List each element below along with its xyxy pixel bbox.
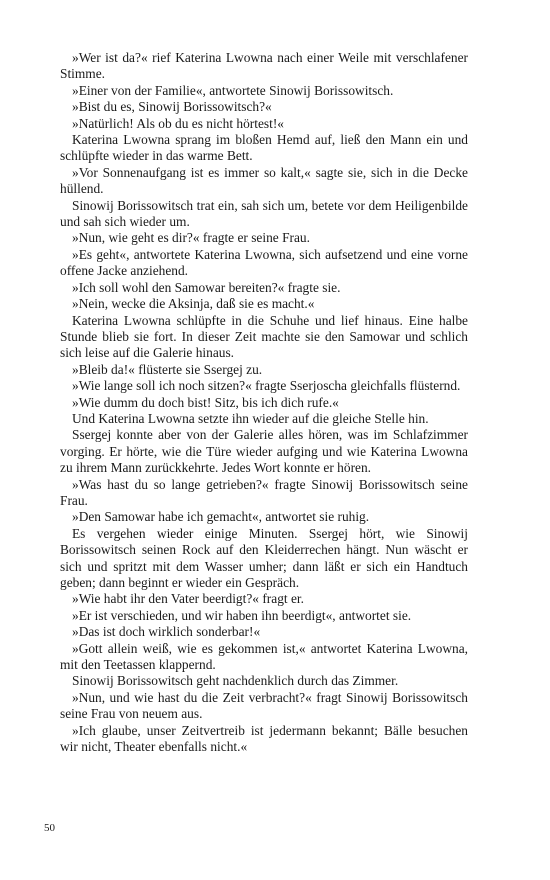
paragraph: »Gott allein weiß, wie es gekommen ist,« antwortet Katerina Lwowna, mit den Teetassen klappernd. bbox=[60, 640, 468, 673]
paragraph: »Den Samowar habe ich gemacht«, antwortet sie ruhig. bbox=[72, 509, 370, 525]
paragraph: »Wer ist da?« rief Katerina Lwowna nach einer Weile mit verschlafener Stimme. bbox=[60, 50, 468, 82]
paragraph: »Nun, wie geht es dir?« fragte er seine Frau. bbox=[72, 230, 310, 246]
paragraph: »Nein, wecke die Aksinja, daß sie es macht.« bbox=[72, 296, 315, 312]
paragraph: »Einer von der Familie«, antwortete Sinowij Borissowitsch. bbox=[72, 82, 394, 98]
paragraph: »Wie lange soll ich noch sitzen?« fragte Sserjoscha gleichfalls flüsternd. bbox=[72, 378, 461, 394]
paragraph: Katerina Lwowna sprang im bloßen Hemd auf, ließ den Mann ein und schlüpfte wieder in das warme Bett. bbox=[60, 132, 468, 164]
paragraph: »Was hast du so lange getrieben?« fragte Sinowij Borissowitsch seine Frau. bbox=[60, 476, 468, 508]
paragraph: »Es geht«, antwortete Katerina Lwowna, sich aufsetzend und eine vorne offene Jacke anziehend. bbox=[60, 246, 468, 279]
paragraph: Es vergehen wieder einige Minuten. Ssergej hört, wie Sinowij Borissowitsch seinen Rock auf den Kleiderrechen hängt. Nun wäscht er sich und spritzt mit dem Wasser umher; dann läßt er sich ein Handtuch geben; dann beginnt er wieder ein Gespräch. bbox=[60, 525, 468, 590]
paragraph: »Er ist verschieden, und wir haben ihn beerdigt«, antwortet sie. bbox=[72, 607, 412, 623]
paragraph: »Vor Sonnenaufgang ist es immer so kalt,« sagte sie, sich in die Decke hüllend. bbox=[60, 164, 468, 197]
paragraph: Sinowij Borissowitsch trat ein, sah sich um, betete vor dem Heiligenbilde und sah sich wieder um. bbox=[60, 197, 468, 230]
paragraph: »Ich soll wohl den Samowar bereiten?« fragte sie. bbox=[72, 279, 341, 295]
paragraph: »Natürlich! Als ob du es nicht hörtest!« bbox=[72, 115, 284, 131]
paragraph: »Bist du es, Sinowij Borissowitsch?« bbox=[72, 99, 272, 115]
paragraph: Ssergej konnte aber von der Galerie alles hören, was im Schlafzimmer vorging. Er hörte, wie die Türe wieder aufging und wie Katerina Lwowna zu ihrem Mann zurückkehrte. Jedes Wort konnte er hören. bbox=[60, 427, 468, 476]
paragraph: »Wie dumm du doch bist! Sitz, bis ich dich rufe.« bbox=[72, 394, 339, 410]
paragraph: »Ich glaube, unser Zeitvertreib ist jedermann bekannt; Bälle besuchen wir nicht, Theater ebenfalls nicht.« bbox=[60, 722, 468, 755]
body-text bbox=[60, 50, 468, 755]
page-number: 50 bbox=[44, 822, 55, 834]
paragraph: »Bleib da!« flüsterte sie Ssergej zu. bbox=[72, 361, 263, 377]
paragraph: »Nun, und wie hast du die Zeit verbracht?« fragt Sinowij Borissowitsch seine Frau von neuem aus. bbox=[60, 689, 468, 722]
paragraph: Katerina Lwowna schlüpfte in die Schuhe und lief hinaus. Eine halbe Stunde blieb sie fort. In dieser Zeit machte sie den Samowar und schlich sich leise auf die Galerie hinaus. bbox=[60, 312, 468, 361]
paragraph: Und Katerina Lwowna setzte ihn wieder auf die gleiche Stelle hin. bbox=[72, 410, 429, 426]
paragraph: »Wie habt ihr den Vater beerdigt?« fragt er. bbox=[72, 591, 304, 607]
paragraph: »Das ist doch wirklich sonderbar!« bbox=[72, 624, 261, 640]
paragraph: Sinowij Borissowitsch geht nachdenklich durch das Zimmer. bbox=[72, 673, 399, 689]
